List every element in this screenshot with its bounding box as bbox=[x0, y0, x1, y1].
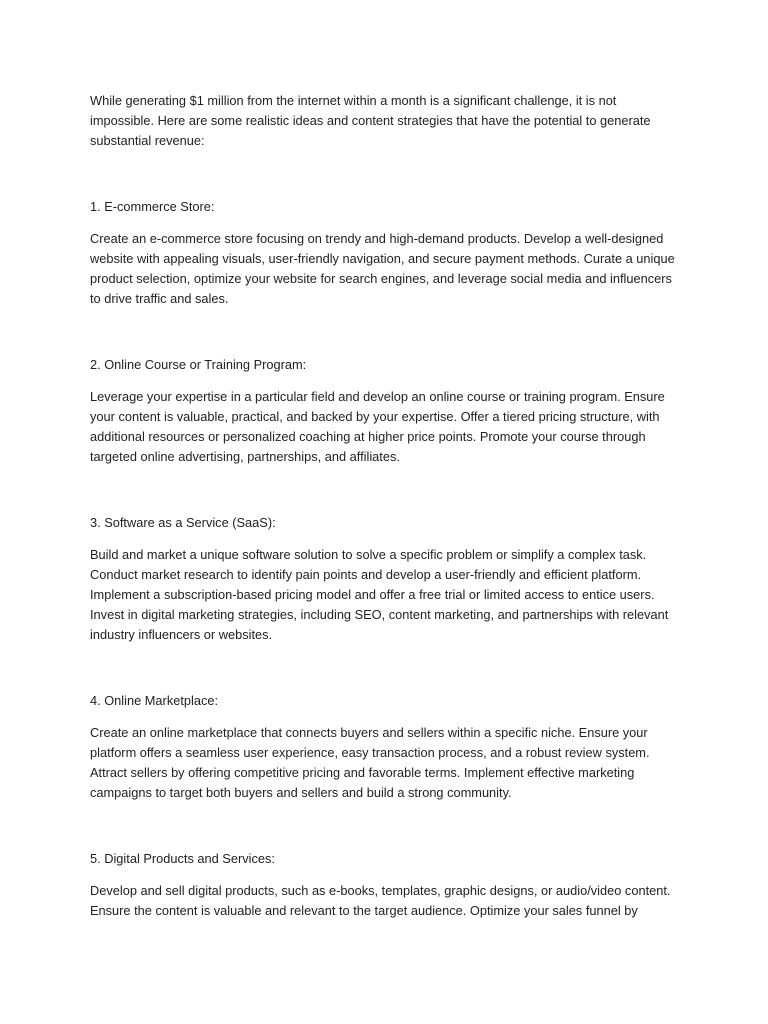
section-heading-digital-products: 5. Digital Products and Services: bbox=[90, 851, 275, 866]
section-body-marketplace: Create an online marketplace that connects buyers and sellers within a specific niche. Ensure your platform offers a seamless user experience, easy transaction process, and a robust review system. Attract sellers by offering competitive pricing and favorable terms. Implement effective marketing campaigns to target both buyers and sellers and build a strong community. bbox=[90, 725, 650, 800]
document-content bbox=[90, 91, 680, 921]
section-body-digital-products: Develop and sell digital products, such as e-books, templates, graphic designs, or audio/video content. Ensure the content is valuable and relevant to the target audience. Optimize your sales funnel by bbox=[90, 883, 671, 918]
section-body-ecommerce: Create an e-commerce store focusing on trendy and high-demand products. Develop a well-designed website with appealing visuals, user-friendly navigation, and secure payment methods. Curate a unique product selection, optimize your website for search engines, and leverage social media and influencers to drive traffic and sales. bbox=[90, 231, 675, 306]
section-heading-marketplace: 4. Online Marketplace: bbox=[90, 693, 219, 708]
intro-paragraph: While generating $1 million from the internet within a month is a significant challenge, it is not impossible. Here are some realistic ideas and content strategies that have the potential to generate substantial revenue: bbox=[90, 93, 651, 148]
section-heading-ecommerce: 1. E-commerce Store: bbox=[90, 199, 215, 214]
section-body-saas: Build and market a unique software solution to solve a specific problem or simplify a complex task. Conduct market research to identify pain points and develop a user-friendly and efficient platform. Implement a subscription-based pricing model and offer a free trial or limited access to entice users. Invest in digital marketing strategies, including SEO, content marketing, and partnerships with relevant industry influencers or websites. bbox=[90, 547, 669, 642]
section-heading-saas: 3. Software as a Service (SaaS): bbox=[90, 515, 276, 530]
section-body-online-course: Leverage your expertise in a particular field and develop an online course or training program. Ensure your content is valuable, practical, and backed by your expertise. Offer a tiered pricing structure, with additional resources or personalized coaching at higher price points. Promote your course through targeted online advertising, partnerships, and affiliates. bbox=[90, 389, 665, 464]
section-heading-online-course: 2. Online Course or Training Program: bbox=[90, 357, 307, 372]
